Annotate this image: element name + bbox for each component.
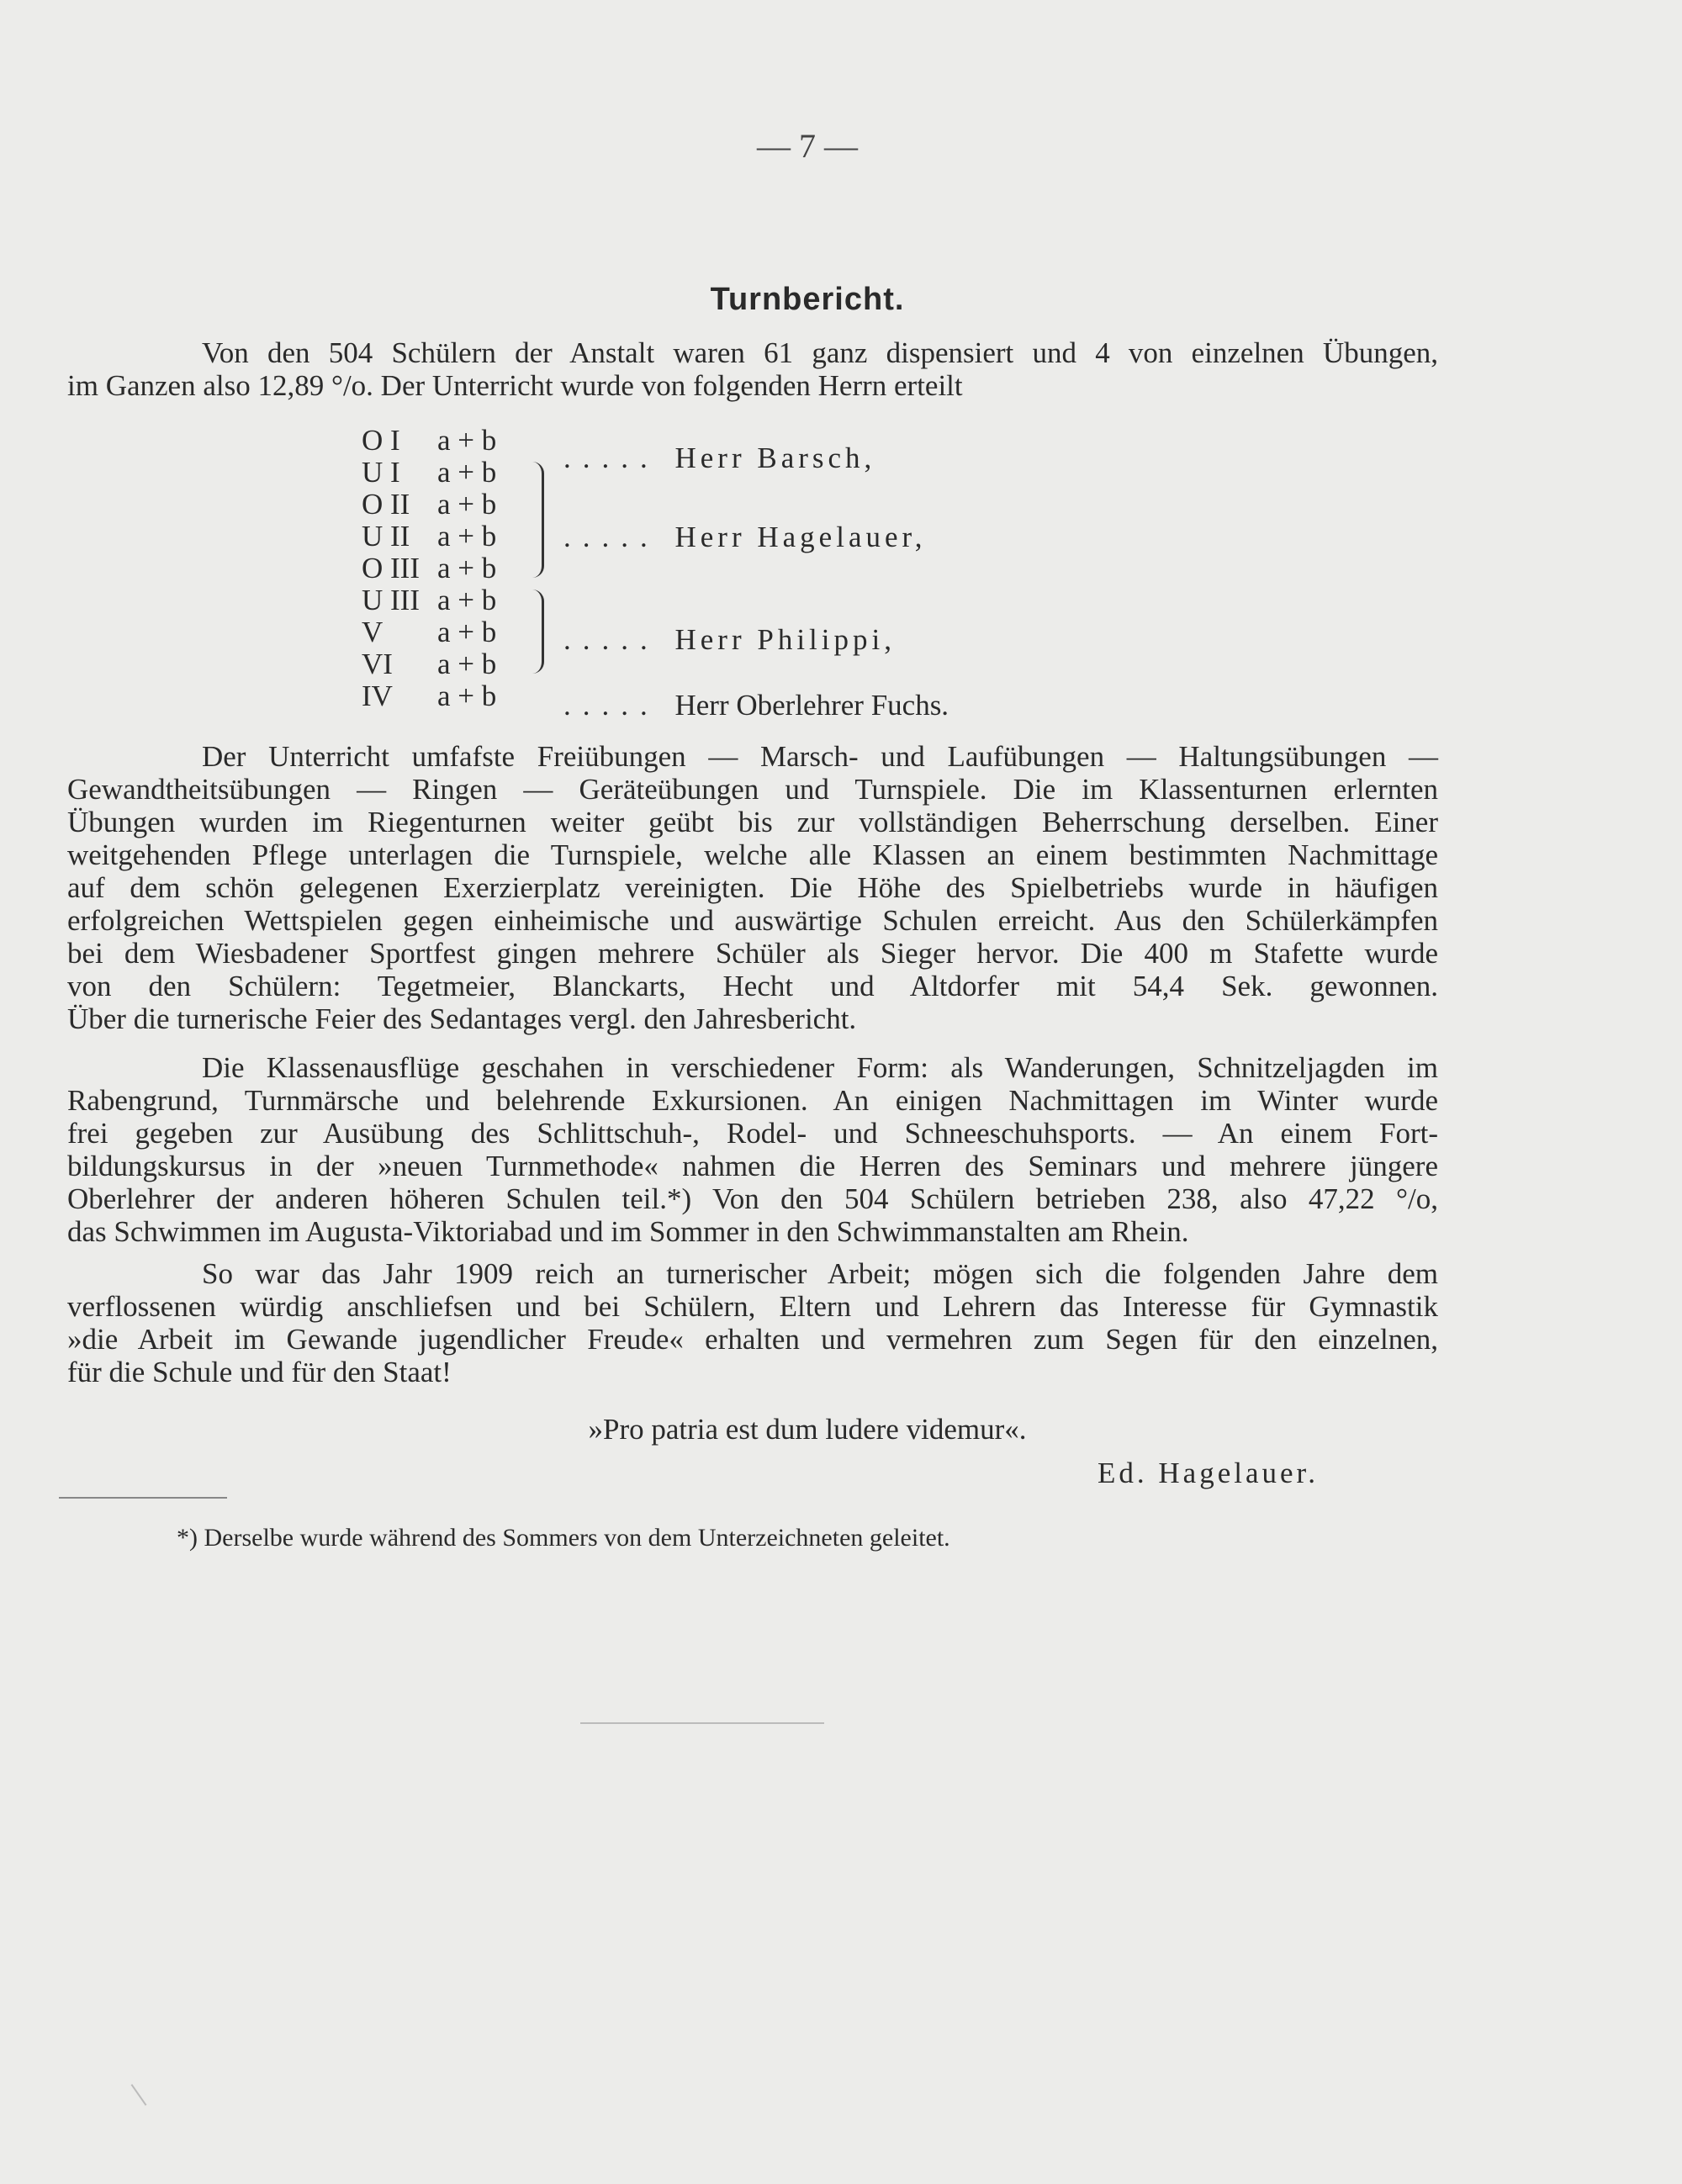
- scan-mark: [131, 2084, 147, 2106]
- page-number: — 7 —: [757, 127, 858, 165]
- class-sections: a + b: [437, 616, 497, 648]
- text-line: Gewandtheitsübungen — Ringen — Geräteübungen und Turnspiele. Die im Klassenturnen erlernten: [67, 773, 1438, 806]
- class-sections: a + b: [437, 520, 497, 553]
- class-label: U III: [362, 584, 420, 616]
- text-line: »die Arbeit im Gewande jugendlicher Freude« erhalten und vermehren zum Segen für den einzelnen,: [67, 1323, 1438, 1356]
- intro-line: im Ganzen also 12,89 °/o. Der Unterricht wurde von folgenden Herrn erteilt: [67, 369, 963, 402]
- paragraph-excursions: [67, 1051, 1438, 1248]
- text-line: So war das Jahr 1909 reich an turnerischer Arbeit; mögen sich die folgenden Jahre dem: [202, 1257, 1438, 1290]
- text-line: bildungskursus in der »neuen Turnmethode« nahmen die Herren des Seminars und mehrere jüngere: [67, 1150, 1438, 1182]
- page-end-rule: [580, 1722, 824, 1724]
- class-label: V: [362, 616, 383, 648]
- text-line: erfolgreichen Wettspielen gegen einheimische und auswärtige Schulen erreicht. Aus den Schülerkämpfen: [67, 904, 1438, 937]
- text-line: Übungen wurden im Riegenturnen weiter geübt bis zur vollständigen Beherrschung derselben. Einer: [67, 806, 1438, 838]
- section-title: Turnbericht.: [710, 282, 905, 317]
- footnote-rule: [59, 1497, 227, 1499]
- text-line: von den Schülern: Tegetmeier, Blanckarts, Hecht und Altdorfer mit 54,4 Sek. gewonnen.: [67, 970, 1438, 1002]
- text-line: weitgehenden Pflege unterlagen die Turnspiele, welche alle Klassen an einem bestimmten Nachmittage: [67, 838, 1438, 871]
- text-line: Rabengrund, Turnmärsche und belehrende Exkursionen. An einigen Nachmittagen im Winter wurde: [67, 1084, 1438, 1117]
- footnote: *) Derselbe wurde während des Sommers von dem Unterzeichneten geleitet.: [177, 1524, 950, 1552]
- paragraph-closing: [67, 1257, 1438, 1388]
- class-label: O I: [362, 424, 400, 457]
- teacher-entry: [563, 521, 927, 554]
- leader-dots: .....: [563, 689, 659, 722]
- class-label: VI: [362, 648, 393, 680]
- class-label: IV: [362, 680, 393, 712]
- signature: Ed. Hagelauer.: [1098, 1457, 1319, 1489]
- leader-dots: .....: [563, 521, 659, 553]
- class-label: O II: [362, 488, 410, 521]
- text-line: für die Schule und für den Staat!: [67, 1356, 452, 1388]
- text-line: Der Unterricht umfafste Freiübungen — Marsch- und Laufübungen — Haltungsübungen —: [202, 740, 1438, 773]
- teacher-name: Herr Oberlehrer Fuchs.: [674, 689, 949, 722]
- motto: »Pro patria est dum ludere videmur«.: [588, 1413, 1027, 1446]
- group-brace: [530, 462, 544, 578]
- intro-line: Von den 504 Schülern der Anstalt waren 61 ganz dispensiert und 4 von einzelnen Übungen,: [202, 336, 1438, 369]
- intro-paragraph: [67, 336, 1438, 402]
- text-line: Oberlehrer der anderen höheren Schulen teil.*) Von den 504 Schülern betrieben 238, also 47,22 °/o,: [67, 1182, 1438, 1215]
- teacher-name: Herr Hagelauer,: [674, 521, 927, 553]
- text-line: bei dem Wiesbadener Sportfest gingen mehrere Schüler als Sieger hervor. Die 400 m Stafette wurde: [67, 937, 1438, 970]
- teacher-name: Herr Barsch,: [674, 442, 876, 474]
- class-sections: a + b: [437, 488, 497, 521]
- text-line: das Schwimmen im Augusta-Viktoriabad und im Sommer in den Schwimmanstalten am Rhein.: [67, 1215, 1189, 1248]
- teacher-entry: [563, 623, 896, 657]
- paragraph-exercises: [67, 740, 1438, 1035]
- class-label: U I: [362, 456, 400, 489]
- text-line: Die Klassenausflüge geschahen in verschiedener Form: als Wanderungen, Schnitzeljagden im: [202, 1051, 1438, 1084]
- class-sections: a + b: [437, 648, 497, 680]
- class-sections: a + b: [437, 680, 497, 712]
- group-brace: [530, 590, 544, 674]
- teacher-name: Herr Philippi,: [674, 623, 896, 656]
- leader-dots: .....: [563, 623, 659, 656]
- teacher-entry: [563, 689, 949, 722]
- class-label: O III: [362, 552, 420, 584]
- text-line: verflossenen würdig anschliefsen und bei Schülern, Eltern und Lehrern das Interesse für Gymnastik: [67, 1290, 1438, 1323]
- class-label: U II: [362, 520, 410, 553]
- class-sections: a + b: [437, 584, 497, 616]
- teacher-entry: [563, 442, 875, 475]
- class-sections: a + b: [437, 424, 497, 457]
- class-sections: a + b: [437, 456, 497, 489]
- leader-dots: .....: [563, 442, 659, 474]
- text-line: frei gegeben zur Ausübung des Schlittschuh-, Rodel- und Schneeschuhsports. — An einem Fort-: [67, 1117, 1438, 1150]
- text-line: auf dem schön gelegenen Exerzierplatz vereinigten. Die Höhe des Spielbetriebs wurde in häufigen: [67, 871, 1438, 904]
- class-sections: a + b: [437, 552, 497, 584]
- text-line: Über die turnerische Feier des Sedantages vergl. den Jahresbericht.: [67, 1002, 857, 1035]
